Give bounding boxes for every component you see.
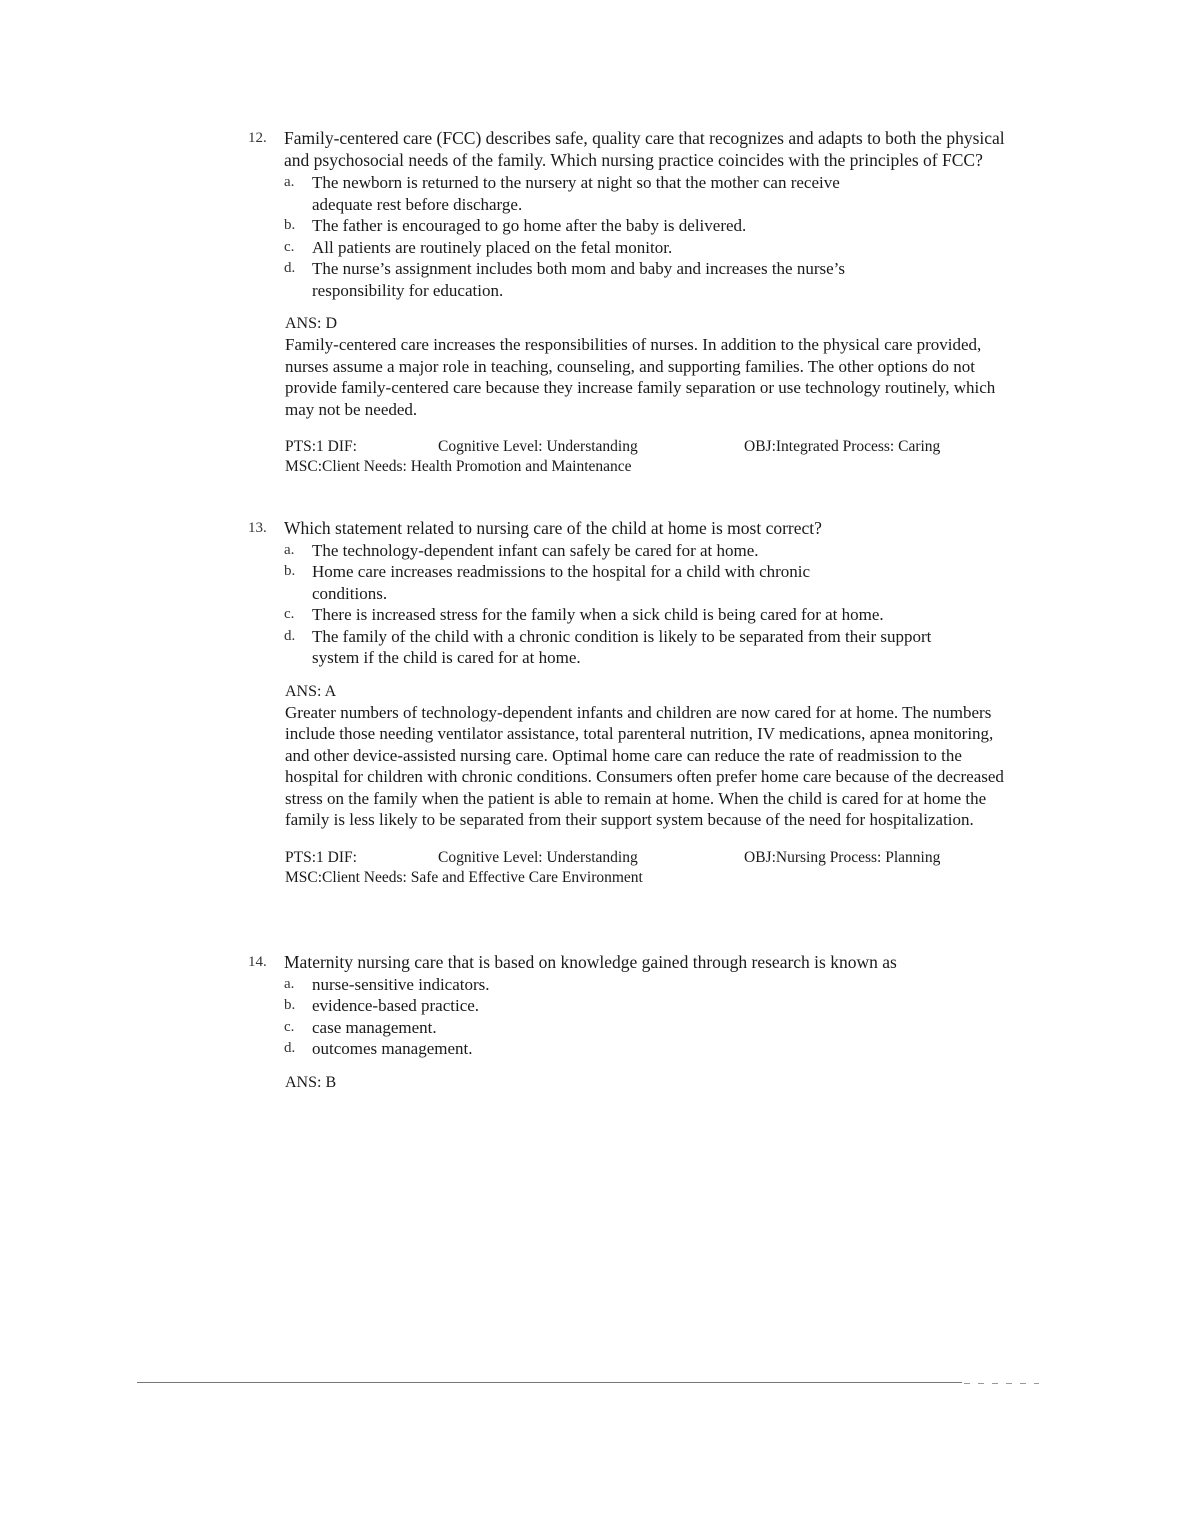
- cognitive-level: Cognitive Level: Understanding: [438, 438, 638, 455]
- option-c: c. case management.: [284, 1017, 437, 1037]
- answer-options: [284, 172, 904, 301]
- answer-options: [284, 540, 944, 669]
- option-d: d. The nurse’s assignment includes both mom and baby and increases the nurse’s responsibility for education.: [284, 259, 846, 300]
- answer-key: ANS: A: [285, 682, 337, 700]
- question-metadata: [285, 848, 1008, 890]
- footer-dotted-rule: [964, 1383, 1039, 1384]
- option-c: c. There is increased stress for the family when a sick child is being cared for at home.: [284, 605, 884, 624]
- client-needs: MSC:Client Needs: Safe and Effective Care Environment: [285, 868, 643, 886]
- client-needs: MSC:Client Needs: Health Promotion and Maintenance: [285, 458, 632, 475]
- question-stem: Which statement related to nursing care of the child at home is most correct?: [284, 518, 822, 538]
- cognitive-level: Cognitive Level: Understanding: [438, 848, 638, 866]
- question-number: 14.: [248, 954, 267, 970]
- option-a: a. nurse-sensitive indicators.: [284, 974, 490, 994]
- question-number: 12.: [248, 130, 267, 146]
- question-14: [248, 952, 1008, 1093]
- question-stem: Family-centered care (FCC) describes safe, quality care that recognizes and adapts to both the physical and psychosocial needs of the family. Which nursing practice coincides with the principles of FCC?: [284, 128, 1005, 170]
- option-d: d. The family of the child with a chronic condition is likely to be separated from their support system if the child is cared for at home.: [284, 626, 932, 667]
- option-b: b. evidence-based practice.: [284, 996, 480, 1015]
- question-13: [248, 518, 1008, 890]
- option-a: a. The newborn is returned to the nursery at night so that the mother can receive adequate rest before discharge.: [284, 173, 840, 214]
- option-d: d. outcomes management.: [284, 1039, 473, 1058]
- rationale: Family-centered care increases the responsibilities of nurses. In addition to the physical care provided, nurses assume a major role in teaching, counseling, and supporting families. The other options do not provide family-centered care because they increase family separation or use technology routinely, which may not be needed.: [285, 335, 996, 419]
- rationale: Greater numbers of technology-dependent infants and children are now cared for at home. The numbers include those needing ventilator assistance, total parenteral nutrition, IV medications, apnea monitoring, and other device-assisted nursing care. Optimal home care can reduce the rate of readmission to the hospital for children with chronic conditions. Consumers often prefer home care because of the decreased stress on the family when the patient is able to remain at home. When the child is cared for at home the family is less likely to be separated from their support system because of the need for hospitalization.: [285, 702, 1004, 829]
- option-b: b. The father is encouraged to go home after the baby is delivered.: [284, 216, 747, 235]
- option-c: c. All patients are routinely placed on the fetal monitor.: [284, 237, 673, 257]
- question-stem: Maternity nursing care that is based on knowledge gained through research is known as: [284, 952, 897, 972]
- question-number: 13.: [248, 520, 267, 536]
- objective: OBJ:Nursing Process: Planning: [744, 848, 941, 866]
- question-metadata: [285, 437, 1008, 479]
- footer-divider: [137, 1382, 962, 1383]
- option-a: a. The technology-dependent infant can safely be cared for at home.: [284, 540, 759, 560]
- answer-key: ANS: D: [285, 315, 338, 332]
- answer-key: ANS: B: [285, 1073, 337, 1091]
- answer-options: [284, 974, 1008, 1060]
- points-difficulty: PTS:1 DIF:: [285, 438, 357, 455]
- option-b: b. Home care increases readmissions to the hospital for a child with chronic conditions.: [284, 562, 811, 603]
- points-difficulty: PTS:1 DIF:: [285, 848, 357, 866]
- question-12: [248, 128, 1008, 479]
- objective: OBJ:Integrated Process: Caring: [744, 438, 941, 455]
